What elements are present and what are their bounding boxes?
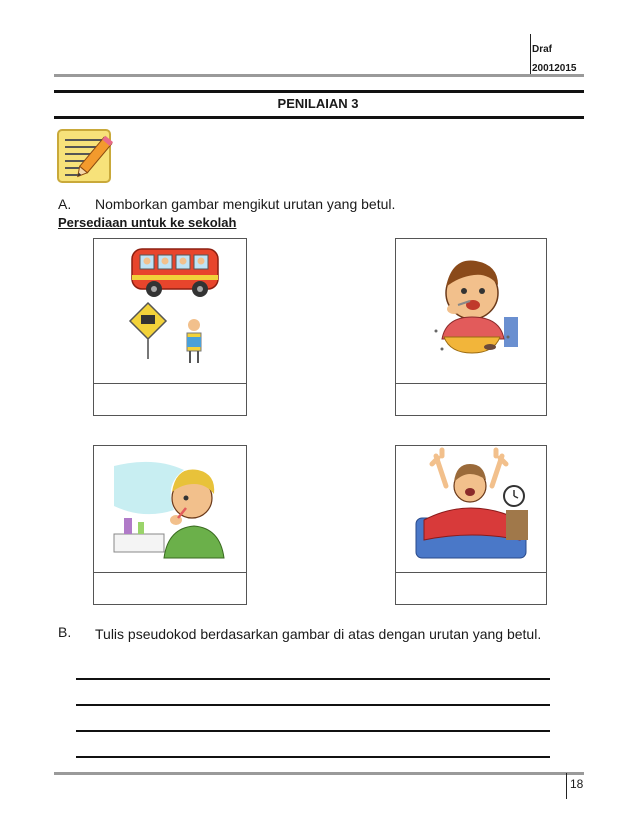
answer-box[interactable]	[94, 384, 246, 414]
picture-card-school-bus	[93, 238, 247, 416]
section-a-label: A.	[58, 196, 72, 212]
draft-stamp	[532, 40, 592, 78]
title-bottom-rule	[54, 116, 584, 119]
header-rule	[54, 74, 584, 77]
draft-box-border	[530, 34, 531, 74]
answer-line[interactable]	[76, 756, 550, 758]
answer-box[interactable]	[396, 573, 546, 603]
answer-line[interactable]	[76, 730, 550, 732]
boy-brushing-teeth-icon	[94, 446, 246, 573]
answer-line[interactable]	[76, 678, 550, 680]
answer-box[interactable]	[94, 573, 246, 603]
pencil-notepad-icon	[56, 127, 114, 185]
boy-eating-icon	[396, 239, 546, 384]
picture-card-brushing	[93, 445, 247, 605]
answer-line[interactable]	[76, 704, 550, 706]
answer-box[interactable]	[396, 384, 546, 414]
picture-card-eating	[395, 238, 547, 416]
page-number: 18	[570, 777, 584, 791]
picture-card-waking	[395, 445, 547, 605]
section-a-subheading: Persediaan untuk ke sekolah	[58, 215, 237, 230]
boy-waking-up-icon	[396, 446, 546, 573]
footer-rule	[54, 772, 584, 775]
title-top-rule	[54, 90, 584, 93]
section-a-instruction: Nomborkan gambar mengikut urutan yang betul.	[95, 196, 396, 212]
section-b-label: B.	[58, 624, 72, 640]
school-bus-icon	[94, 239, 246, 384]
page-number-divider	[566, 773, 567, 799]
page-title: PENILAIAN 3	[277, 96, 359, 111]
section-b-instruction: Tulis pseudokod berdasarkan gambar di atas dengan urutan yang betul.	[95, 626, 542, 642]
draft-code: 20012015	[532, 63, 577, 74]
draft-label: Draf	[532, 44, 553, 55]
